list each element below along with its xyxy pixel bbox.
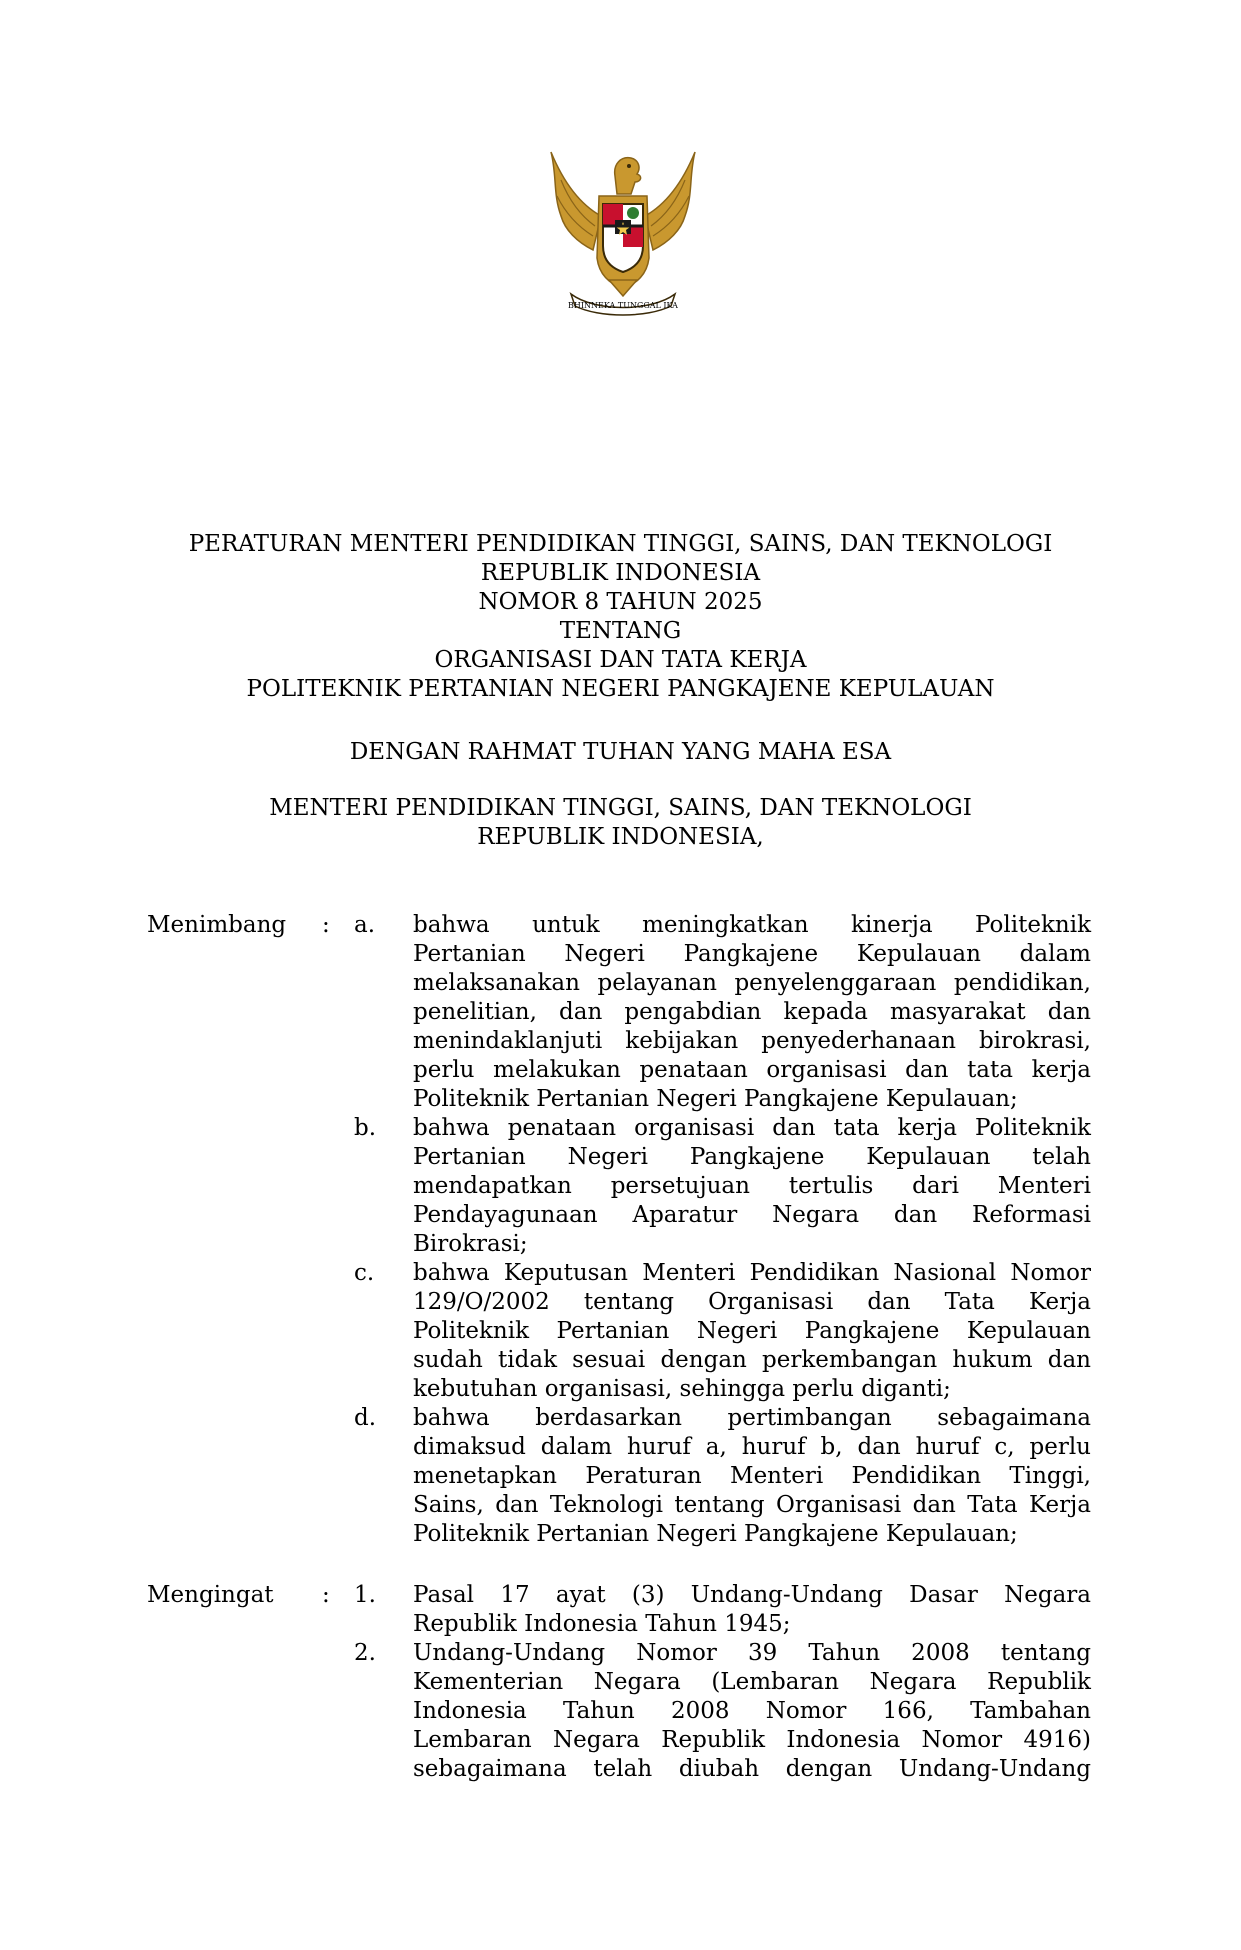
emblem-motto: BHINNEKA TUNGGAL IKA (568, 301, 678, 310)
text-line: Politeknik Pertanian Negeri Pangkajene Kepulauan; (413, 1086, 1018, 1112)
minister-line: MENTERI PENDIDIKAN TINGGI, SAINS, DAN TEKNOLOGI (269, 795, 972, 821)
text-line: Birokrasi; (413, 1231, 528, 1257)
text-line: 129/O/2002 tentang Organisasi dan Tata Kerja (413, 1289, 1091, 1315)
item-text (413, 1259, 1091, 1404)
text-line: menindaklanjuti kebijakan penyederhanaan birokrasi, (413, 1028, 1091, 1054)
text-line: Pertanian Negeri Pangkajene Kepulauan telah (413, 1144, 1091, 1170)
text-line: Pertanian Negeri Pangkajene Kepulauan dalam (413, 941, 1091, 967)
list-item (0, 911, 1241, 1114)
section-label: Menimbang (147, 912, 287, 938)
text-line: bahwa berdasarkan pertimbangan sebagaimana (413, 1405, 1091, 1431)
mengingat-section (0, 1581, 1241, 1784)
text-line: sudah tidak sesuai dengan perkembangan hukum dan (413, 1347, 1091, 1373)
title-line: TENTANG (559, 618, 682, 644)
item-marker: c. (354, 1260, 375, 1286)
text-line: bahwa untuk meningkatkan kinerja Politeknik (413, 912, 1091, 938)
regulation-title (0, 530, 1241, 704)
text-line: penelitian, dan pengabdian kepada masyarakat dan (413, 999, 1091, 1025)
text-line: Indonesia Tahun 2008 Nomor 166, Tambahan (413, 1698, 1091, 1724)
text-line: bahwa Keputusan Menteri Pendidikan Nasional Nomor (413, 1260, 1091, 1286)
item-text (413, 1581, 1091, 1639)
text-line: Lembaran Negara Republik Indonesia Nomor 4916) (413, 1727, 1091, 1753)
item-text (413, 911, 1091, 1114)
invocation-text: DENGAN RAHMAT TUHAN YANG MAHA ESA (349, 739, 892, 765)
section-colon: : (322, 912, 330, 938)
item-text (413, 1639, 1091, 1784)
section-label: Mengingat (147, 1582, 274, 1608)
minister-line: REPUBLIK INDONESIA, (477, 824, 764, 850)
text-line: Republik Indonesia Tahun 1945; (413, 1611, 791, 1637)
text-line: menetapkan Peraturan Menteri Pendidikan Tinggi, (413, 1463, 1091, 1489)
title-line: POLITEKNIK PERTANIAN NEGERI PANGKAJENE KEPULAUAN (246, 676, 995, 702)
item-marker: d. (354, 1405, 377, 1431)
list-item (0, 1259, 1241, 1404)
text-line: melaksanakan pelayanan penyelenggaraan pendidikan, (413, 970, 1091, 996)
item-marker: b. (354, 1115, 377, 1141)
text-line: Kementerian Negara (Lembaran Negara Republik (413, 1669, 1091, 1695)
section-colon: : (322, 1582, 330, 1608)
text-line: dimaksud dalam huruf a, huruf b, dan huruf c, perlu (413, 1434, 1091, 1460)
title-line: PERATURAN MENTERI PENDIDIKAN TINGGI, SAINS, DAN TEKNOLOGI (188, 531, 1053, 557)
item-text (413, 1114, 1091, 1259)
list-item (0, 1639, 1241, 1784)
item-marker: 1. (354, 1582, 376, 1608)
list-item (0, 1581, 1241, 1639)
title-line: REPUBLIK INDONESIA (480, 560, 761, 586)
minister-heading (0, 794, 1241, 852)
text-line: perlu melakukan penataan organisasi dan tata kerja (413, 1057, 1091, 1083)
text-line: Politeknik Pertanian Negeri Pangkajene Kepulauan (413, 1318, 1091, 1344)
garuda-pancasila-emblem (543, 146, 703, 318)
list-item (0, 1114, 1241, 1259)
menimbang-section (0, 911, 1241, 1549)
text-line: bahwa penataan organisasi dan tata kerja Politeknik (413, 1115, 1091, 1141)
text-line: Pasal 17 ayat (3) Undang-Undang Dasar Negara (413, 1582, 1091, 1608)
list-item (0, 1404, 1241, 1549)
item-marker: 2. (354, 1640, 376, 1666)
invocation (0, 738, 1241, 767)
item-text (413, 1404, 1091, 1549)
text-line: Politeknik Pertanian Negeri Pangkajene Kepulauan; (413, 1521, 1018, 1547)
text-line: Sains, dan Teknologi tentang Organisasi dan Tata Kerja (413, 1492, 1091, 1518)
garuda-emblem-icon (543, 146, 703, 318)
text-line: mendapatkan persetujuan tertulis dari Menteri (413, 1173, 1091, 1199)
text-line: sebagaimana telah diubah dengan Undang-Undang (413, 1756, 1091, 1782)
title-line: NOMOR 8 TAHUN 2025 (478, 589, 763, 615)
text-line: Pendayagunaan Aparatur Negara dan Reformasi (413, 1202, 1091, 1228)
text-line: Undang-Undang Nomor 39 Tahun 2008 tentang (413, 1640, 1091, 1666)
text-line: kebutuhan organisasi, sehingga perlu diganti; (413, 1376, 951, 1402)
title-line: ORGANISASI DAN TATA KERJA (434, 647, 807, 673)
item-marker: a. (354, 912, 376, 938)
